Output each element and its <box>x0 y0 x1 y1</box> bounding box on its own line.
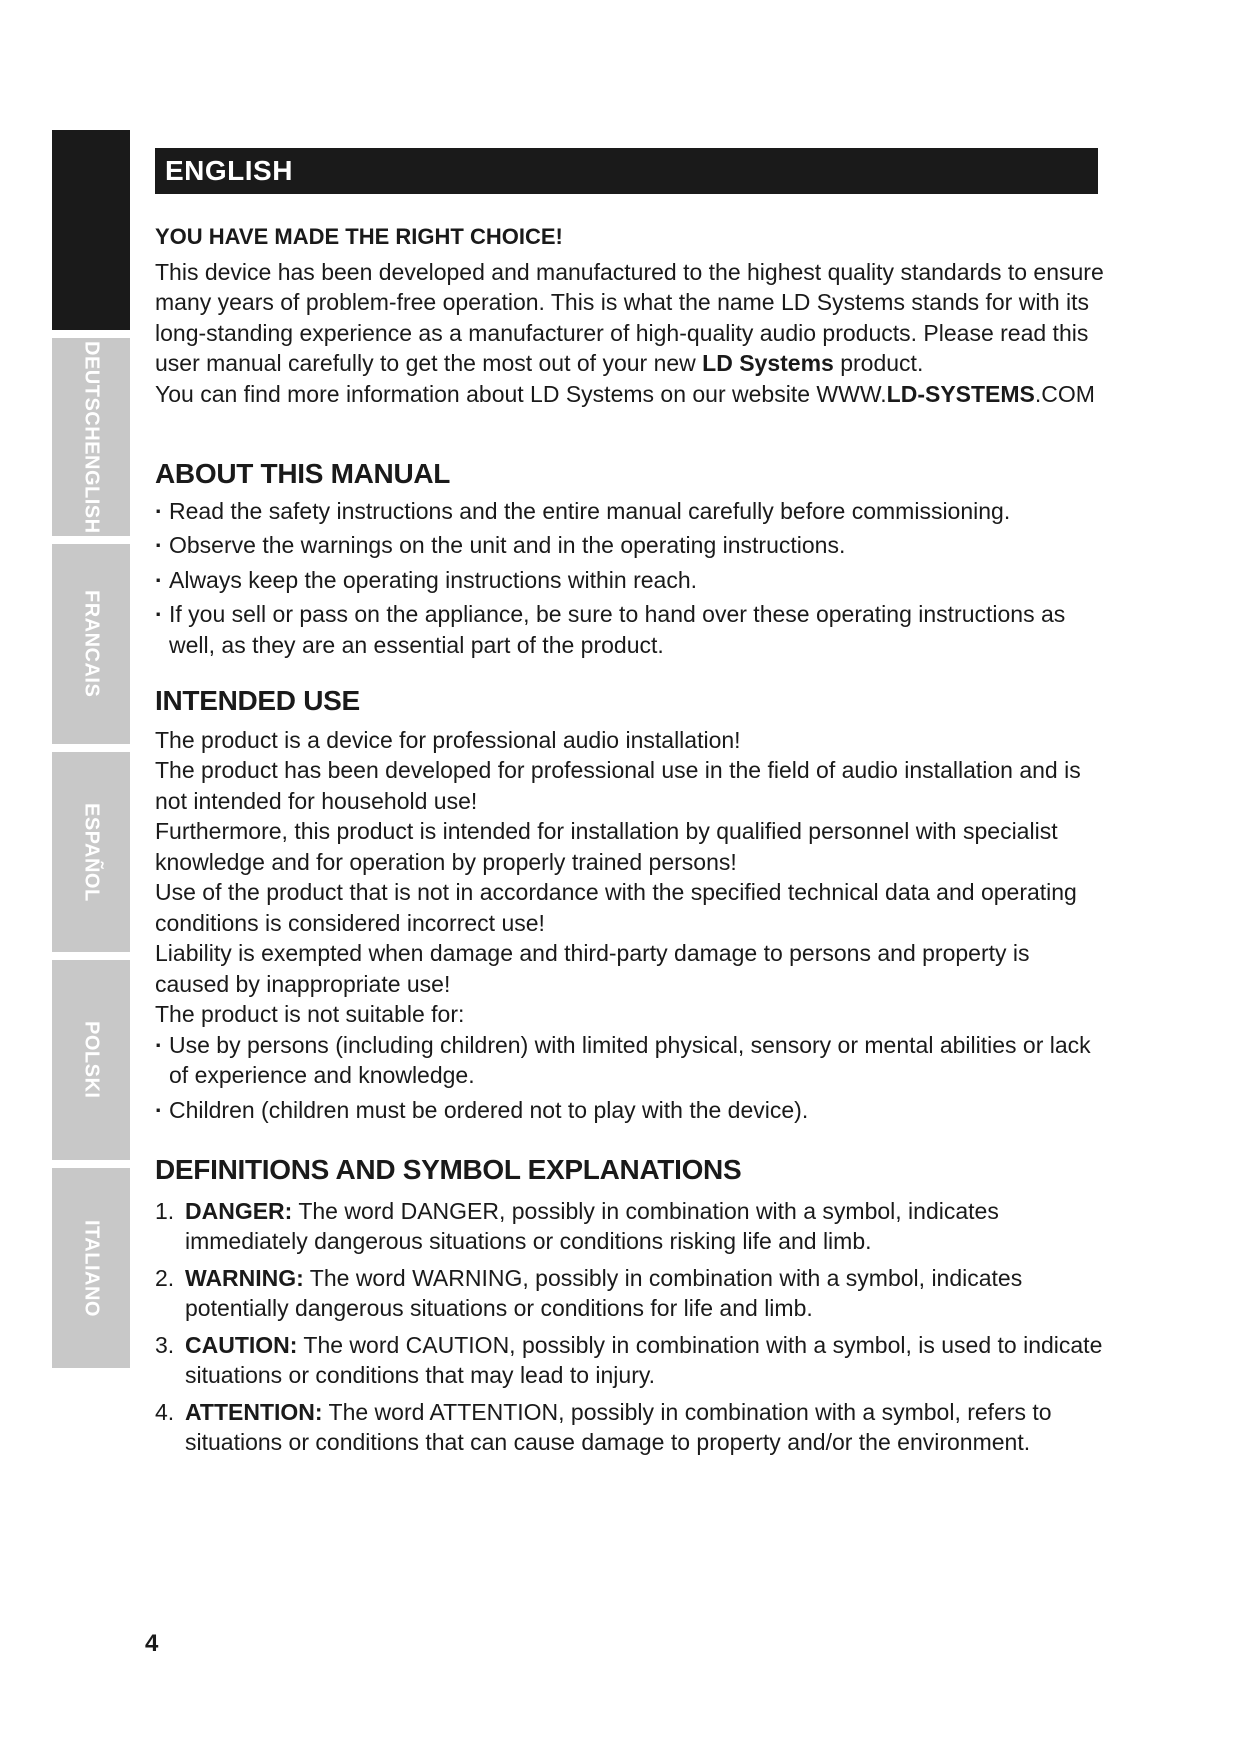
side-tab-label: ESPAÑOL <box>80 802 103 902</box>
language-header <box>155 148 1098 194</box>
side-tab-espanol[interactable] <box>52 752 130 952</box>
intended-use-line: The product is not suitable for: <box>155 1001 465 1027</box>
main-content <box>155 222 1105 1464</box>
definition-term: CAUTION: <box>185 1331 298 1358</box>
intro-paragraph <box>155 257 1105 379</box>
side-tab-english[interactable] <box>52 130 130 330</box>
definition-number: 1. <box>155 1197 175 1224</box>
definition-term: WARNING: <box>185 1264 304 1291</box>
list-item: · Always keep the operating instructions within reach. <box>155 565 1105 596</box>
about-list <box>155 496 1105 661</box>
intended-use-line: Furthermore, this product is intended for installation by qualified personnel with specialist knowledge and for operation by properly trained persons! <box>155 818 1058 875</box>
definition-text: The word DANGER, possibly in combination with a symbol, indicates immediately dangerous situations or conditions risking life and limb. <box>185 1197 999 1254</box>
side-tab-italiano[interactable] <box>52 1168 130 1368</box>
side-tab-francais[interactable] <box>52 544 130 744</box>
definition-text: The word CAUTION, possibly in combination with a symbol, is used to indicate situations or conditions that may lead to injury. <box>185 1331 1103 1388</box>
definition-item <box>155 1330 1105 1391</box>
intended-use-heading: INTENDED USE <box>155 685 360 716</box>
about-heading: ABOUT THIS MANUAL <box>155 458 451 489</box>
language-title: ENGLISH <box>165 155 293 186</box>
intro-heading: YOU HAVE MADE THE RIGHT CHOICE! <box>155 224 563 249</box>
side-tab-polski[interactable] <box>52 960 130 1160</box>
website-prefix: You can find more information about LD Systems on our website WWW. <box>155 380 887 407</box>
website-line <box>155 379 1105 410</box>
website-bold: LD-SYSTEMS <box>886 380 1035 407</box>
side-tab-label: ITALIANO <box>80 1219 103 1317</box>
definition-item <box>155 1397 1105 1458</box>
intended-use-line: Liability is exempted when damage and third-party damage to persons and property is caused by inappropriate use! <box>155 940 1030 997</box>
list-item: · If you sell or pass on the appliance, be sure to hand over these operating instructions as well, as they are an essential part of the product. <box>155 599 1105 660</box>
page-number: 4 <box>145 1630 159 1657</box>
definition-item <box>155 1196 1105 1257</box>
side-tab-label: POLSKI <box>80 1021 103 1099</box>
definitions-list <box>155 1196 1105 1458</box>
side-tab-label: FRANCAIS <box>80 590 103 698</box>
list-item: · Use by persons (including children) with limited physical, sensory or mental abilities or lack of experience and knowledge. <box>155 1030 1105 1091</box>
intended-use-line: Use of the product that is not in accordance with the specified technical data and operating conditions is considered incorrect use! <box>155 879 1077 936</box>
brand-name: LD Systems <box>702 350 834 376</box>
definition-text: The word WARNING, possibly in combination with a symbol, indicates potentially dangerous situations or conditions for life and limb. <box>185 1264 1023 1321</box>
definition-number: 4. <box>155 1398 175 1425</box>
intro-text: This device has been developed and manufactured to the highest quality standards to ensure many years of problem-free operation. This is what the name LD Systems stands for with its long-standing experience as a manufacturer of high-quality audio products. Please read this user manual carefully to get the most out of your new <box>155 258 1104 376</box>
intro-text-end: product. <box>833 350 924 376</box>
definition-item <box>155 1263 1105 1324</box>
intended-use-line: The product is a device for professional audio installation! <box>155 726 741 753</box>
definition-text: The word ATTENTION, possibly in combination with a symbol, refers to situations or conditions that can cause damage to property and/or the environment. <box>185 1398 1052 1455</box>
definition-term: DANGER: <box>185 1197 293 1224</box>
list-item: · Observe the warnings on the unit and in the operating instructions. <box>155 530 1105 561</box>
list-item: · Children (children must be ordered not to play with the device). <box>155 1095 1105 1126</box>
intended-use-line: The product has been developed for professional use in the field of audio installation and is not intended for household use! <box>155 757 1081 814</box>
side-tab-deutsch[interactable] <box>52 338 130 536</box>
definition-number: 3. <box>155 1331 175 1358</box>
definition-number: 2. <box>155 1264 175 1291</box>
definitions-heading: DEFINITIONS AND SYMBOL EXPLANATIONS <box>155 1154 742 1185</box>
definition-term: ATTENTION: <box>185 1398 323 1425</box>
list-item: · Read the safety instructions and the entire manual carefully before commissioning. <box>155 496 1105 527</box>
website-suffix: .COM <box>1034 380 1095 407</box>
not-suitable-list <box>155 1030 1105 1126</box>
side-tab-label: DEUTSCHENGLISH <box>80 340 103 534</box>
